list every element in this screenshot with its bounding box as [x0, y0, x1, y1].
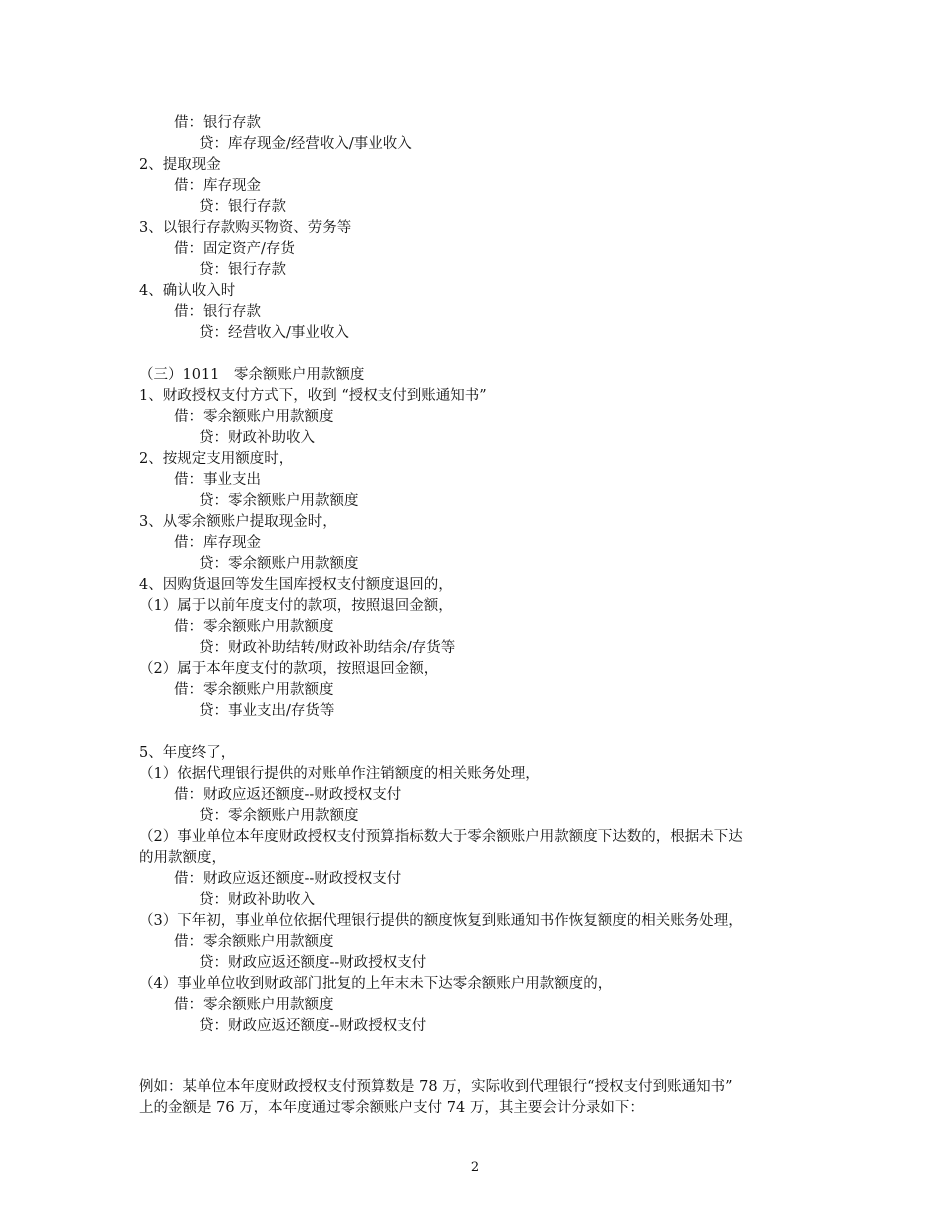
journal-credit: 贷：零余额账户用款额度: [199, 493, 359, 509]
item-heading: 2、按规定支用额度时，: [139, 451, 294, 467]
item-heading: 2、提取现金: [139, 157, 221, 173]
journal-debit: 借：库存现金: [174, 178, 261, 194]
sub-item-heading: （1）依据代理银行提供的对账单作注销额度的相关账务处理，: [139, 766, 540, 782]
item-heading: 4、因购货退回等发生国库授权支付额度退回的，: [139, 577, 453, 593]
sub-item-heading: （1）属于以前年度支付的款项，按照退回金额，: [139, 598, 453, 614]
journal-debit: 借：零余额账户用款额度: [174, 934, 334, 950]
example-paragraph: 上的金额是 76 万，本年度通过零余额账户支付 74 万，其主要会计分录如下：: [139, 1100, 644, 1116]
journal-credit: 贷：经营收入/事业收入: [199, 325, 349, 341]
journal-debit: 借：事业支出: [174, 472, 261, 488]
section-heading: （三）1011 零余额账户用款额度: [139, 367, 365, 383]
sub-item-heading: （4）事业单位收到财政部门批复的上年末未下达零余额账户用款额度的，: [139, 976, 613, 992]
journal-credit: 贷：财政应返还额度--财政授权支付: [199, 1018, 427, 1034]
journal-credit: 贷：事业支出/存货等: [199, 703, 335, 719]
journal-debit: 借：银行存款: [174, 304, 261, 320]
item-heading: 5、年度终了，: [139, 745, 236, 761]
page-number: 2: [470, 1160, 480, 1175]
example-paragraph: 例如：某单位本年度财政授权支付预算数是 78 万，实际收到代理银行“授权支付到账通知书”: [139, 1079, 733, 1095]
journal-debit: 借：库存现金: [174, 535, 261, 551]
paragraph-continuation: 的用款额度，: [139, 850, 226, 866]
sub-item-heading: （2）属于本年度支付的款项，按照退回金额，: [139, 661, 439, 677]
journal-credit: 贷：银行存款: [199, 262, 286, 278]
sub-item-heading: （3）下年初，事业单位依据代理银行提供的额度恢复到账通知书作恢复额度的相关账务处理，: [139, 913, 743, 929]
journal-credit: 贷：财政补助收入: [199, 892, 315, 908]
item-heading: 1、财政授权支付方式下，收到 “授权支付到账通知书”: [139, 388, 487, 404]
journal-credit: 贷：财政应返还额度--财政授权支付: [199, 955, 427, 971]
sub-item-heading: （2）事业单位本年度财政授权支付预算指标数大于零余额账户用款额度下达数的，根据未下达: [139, 829, 743, 845]
journal-debit: 借：固定资产/存货: [174, 241, 295, 257]
journal-credit: 贷：财政补助收入: [199, 430, 315, 446]
journal-credit: 贷：库存现金/经营收入/事业收入: [199, 136, 412, 152]
journal-debit: 借：零余额账户用款额度: [174, 619, 334, 635]
journal-credit: 贷：银行存款: [199, 199, 286, 215]
journal-debit: 借：零余额账户用款额度: [174, 409, 334, 425]
journal-debit: 借：财政应返还额度--财政授权支付: [174, 871, 402, 887]
journal-debit: 借：零余额账户用款额度: [174, 682, 334, 698]
journal-credit: 贷：零余额账户用款额度: [199, 556, 359, 572]
journal-debit: 借：财政应返还额度--财政授权支付: [174, 787, 402, 803]
item-heading: 3、以银行存款购买物资、劳务等: [139, 220, 352, 236]
item-heading: 4、确认收入时: [139, 283, 236, 299]
journal-credit: 贷：零余额账户用款额度: [199, 808, 359, 824]
item-heading: 3、从零余额账户提取现金时，: [139, 514, 337, 530]
journal-credit: 贷：财政补助结转/财政补助结余/存货等: [199, 640, 456, 656]
journal-debit: 借：银行存款: [174, 115, 261, 131]
journal-debit: 借：零余额账户用款额度: [174, 997, 334, 1013]
